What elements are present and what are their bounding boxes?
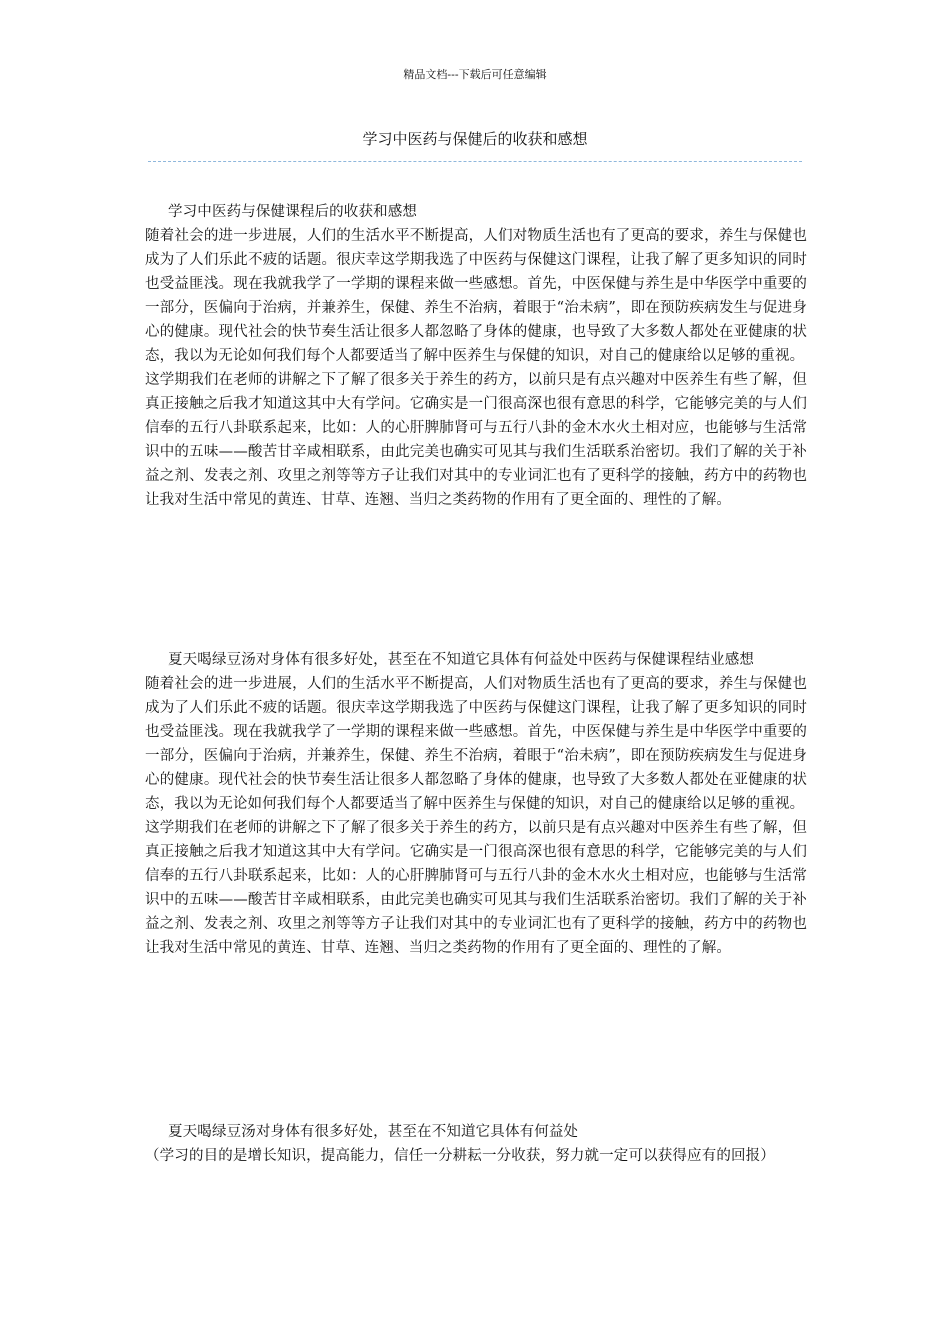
section-1-heading: 学习中医药与保健课程后的收获和感想 <box>168 204 418 220</box>
section-2 <box>145 648 807 960</box>
section-2-paragraph-2: 这学期我们在老师的讲解之下了解了很多关于养生的药方，以前只是有点兴趣对中医养生有些了解，但真正接触之后我才知道这其中大有学问。它确实是一门很高深也很有意思的科学，它能够完美的与人们信奉的五行八卦联系起来，比如：人的心肝脾肺肾可与五行八卦的金木水火土相对应，也能够与生活常识中的五味——酸苦甘辛咸相联系，由此完美也确实可见其与我们生活联系治密切。我们了解的关于补益之剂、发表之剂、攻里之剂等等方子让我们对其中的专业词汇也有了更科学的接触，药方中的药物也让我对生活中常见的黄连、甘草、连翘、当归之类药物的作用有了更全面的、理性的了解。 <box>145 820 807 956</box>
section-3-paragraph-1: （学习的目的是增长知识，提高能力，信任一分耕耘一分收获，努力就一定可以获得应有的回报） <box>145 1148 775 1164</box>
header-note: 精品文档---下载后可任意编辑 <box>403 68 547 81</box>
document-title: 学习中医药与保健后的收获和感想 <box>362 130 588 148</box>
title-dashed-rule <box>148 161 802 162</box>
section-3 <box>145 1120 807 1168</box>
section-1-paragraph-1: 随着社会的进一步进展，人们的生活水平不断提高，人们对物质生活也有了更高的要求，养生与保健也成为了人们乐此不疲的话题。很庆幸这学期我选了中医药与保健这门课程，让我了解了更多知识的同时也受益匪浅。现在我就我学了一学期的课程来做一些感想。首先，中医保健与养生是中华医学中重要的一部分，医偏向于治病，并兼养生，保健、养生不治病，着眼于“治未病”，即在预防疾病发生与促进身心的健康。现代社会的快节奏生活让很多人都忽略了身体的健康，也导致了大多数人都处在亚健康的状态，我以为无论如何我们每个人都要适当了解中医养生与保健的知识，对自己的健康给以足够的重视。 <box>145 228 807 364</box>
section-2-paragraph-1: 随着社会的进一步进展，人们的生活水平不断提高，人们对物质生活也有了更高的要求，养生与保健也成为了人们乐此不疲的话题。很庆幸这学期我选了中医药与保健这门课程，让我了解了更多知识的同时也受益匪浅。现在我就我学了一学期的课程来做一些感想。首先，中医保健与养生是中华医学中重要的一部分，医偏向于治病，并兼养生，保健、养生不治病，着眼于“治未病”，即在预防疾病发生与促进身心的健康。现代社会的快节奏生活让很多人都忽略了身体的健康，也导致了大多数人都处在亚健康的状态，我以为无论如何我们每个人都要适当了解中医养生与保健的知识，对自己的健康给以足够的重视。 <box>145 676 807 812</box>
section-1-paragraph-2: 这学期我们在老师的讲解之下了解了很多关于养生的药方，以前只是有点兴趣对中医养生有些了解，但真正接触之后我才知道这其中大有学问。它确实是一门很高深也很有意思的科学，它能够完美的与人们信奉的五行八卦联系起来，比如：人的心肝脾肺肾可与五行八卦的金木水火土相对应，也能够与生活常识中的五味——酸苦甘辛咸相联系，由此完美也确实可见其与我们生活联系治密切。我们了解的关于补益之剂、发表之剂、攻里之剂等等方子让我们对其中的专业词汇也有了更科学的接触，药方中的药物也让我对生活中常见的黄连、甘草、连翘、当归之类药物的作用有了更全面的、理性的了解。 <box>145 372 807 508</box>
section-2-heading: 夏天喝绿豆汤对身体有很多好处，甚至在不知道它具体有何益处中医药与保健课程结业感想 <box>168 652 754 668</box>
section-1 <box>145 200 807 512</box>
section-3-heading: 夏天喝绿豆汤对身体有很多好处，甚至在不知道它具体有何益处 <box>168 1124 579 1140</box>
